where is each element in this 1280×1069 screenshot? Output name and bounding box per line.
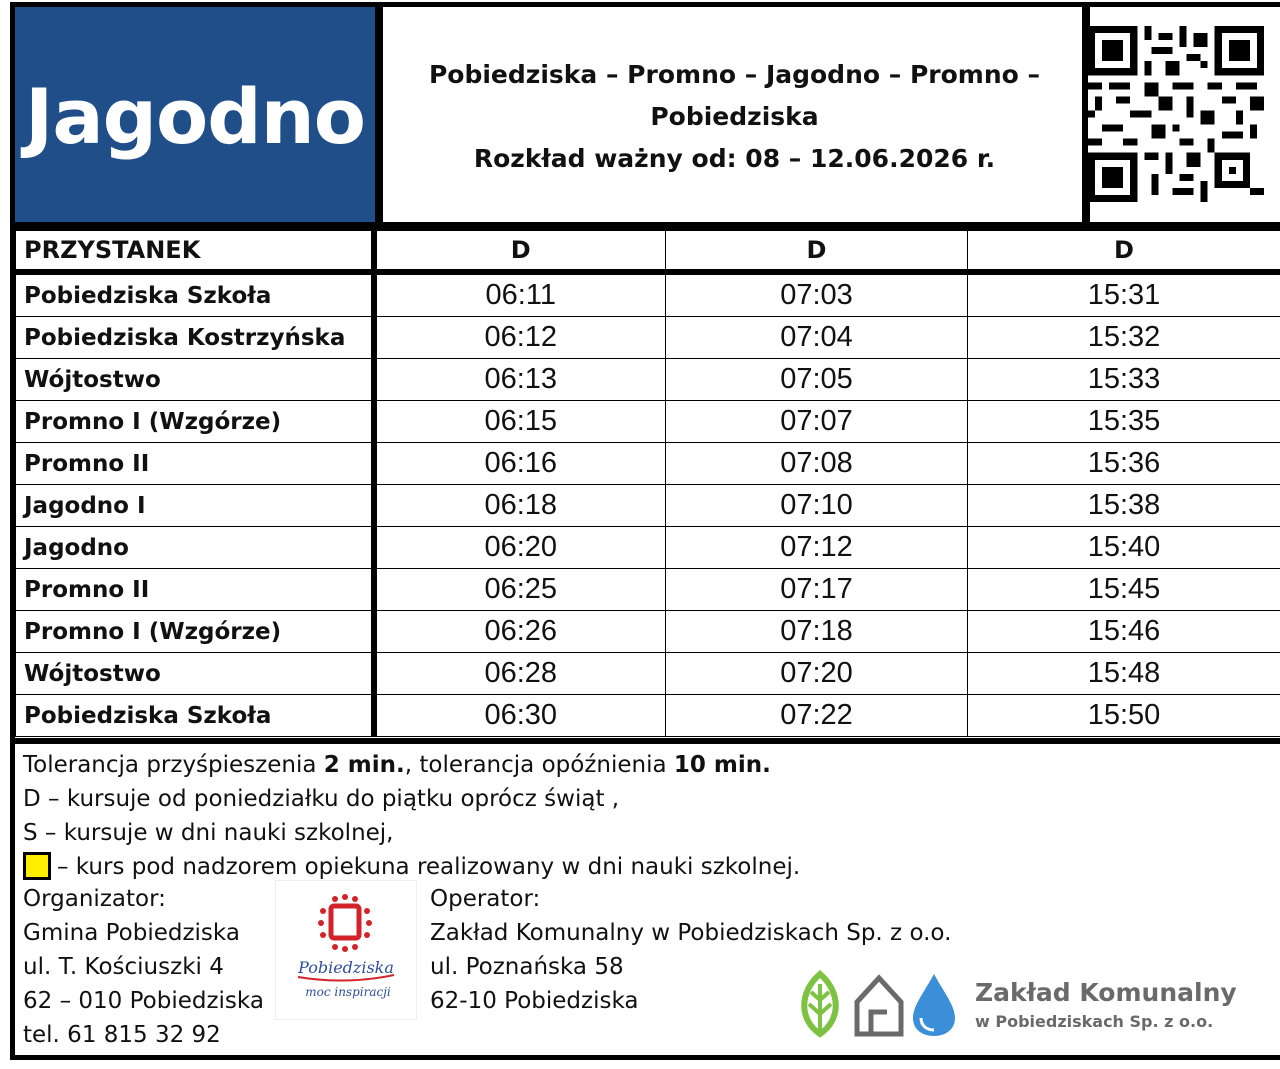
stop-name: Promno I (Wzgórze) (16, 611, 374, 653)
operator-label: Operator: (430, 886, 541, 912)
stop-name: Pobiedziska Szkoła (16, 272, 374, 317)
route-info (383, 7, 1086, 225)
stop-name: Jagodno I (16, 485, 374, 527)
table-row (16, 611, 1280, 653)
yellow-square-icon (23, 852, 51, 880)
departure-time: 15:33 (968, 359, 1280, 401)
departure-time: 07:22 (666, 695, 968, 737)
departure-time: 07:03 (666, 272, 968, 317)
operator-name: Zakład Komunalny w Pobiedziskach Sp. z o.o. (430, 920, 952, 946)
departure-time: 15:38 (968, 485, 1280, 527)
stop-name: Pobiedziska Kostrzyńska (16, 317, 374, 359)
legend-d: D – kursuje od poniedziałku do piątku oprócz świąt , (23, 786, 620, 812)
departure-time: 15:48 (968, 653, 1280, 695)
departure-time: 15:40 (968, 527, 1280, 569)
departure-time: 07:05 (666, 359, 968, 401)
pobiedziska-logo-text: Pobiedziska (298, 958, 394, 977)
departure-time: 15:45 (968, 569, 1280, 611)
validity-text: Rozkład ważny od: 08 – 12.06.2026 r. (473, 144, 996, 173)
table-row (16, 527, 1280, 569)
departure-time: 06:30 (374, 695, 666, 737)
table-row (16, 317, 1280, 359)
tolerance-text: , tolerancja opóźnienia (404, 752, 674, 778)
stop-name: Jagodno (16, 527, 374, 569)
zk-logo-subtitle: w Pobiedziskach Sp. z o.o. (975, 1012, 1214, 1031)
course-column-header: D (374, 231, 666, 273)
notes (23, 748, 800, 884)
qr-code-icon[interactable] (1088, 26, 1264, 202)
departure-time: 07:20 (666, 653, 968, 695)
departure-time: 07:10 (666, 485, 968, 527)
departure-time: 07:07 (666, 401, 968, 443)
departure-time: 06:28 (374, 653, 666, 695)
departure-time: 07:08 (666, 443, 968, 485)
departure-time: 15:46 (968, 611, 1280, 653)
zk-logo-name: Zakład Komunalny (975, 978, 1237, 1007)
route-line-2: Pobiedziska (650, 102, 819, 131)
departure-time: 15:35 (968, 401, 1280, 443)
table-row (16, 401, 1280, 443)
departure-time: 07:12 (666, 527, 968, 569)
organizer-street: ul. T. Kościuszki 4 (23, 954, 224, 980)
table-row (16, 569, 1280, 611)
organizer-city: 62 – 010 Pobiedziska (23, 988, 264, 1014)
table-row (16, 359, 1280, 401)
timetable (15, 230, 1280, 737)
organizer-block (23, 882, 264, 1052)
table-row (16, 485, 1280, 527)
departure-time: 06:15 (374, 401, 666, 443)
departure-time: 06:25 (374, 569, 666, 611)
pobiedziska-logo (275, 880, 417, 1020)
route-line-1: Pobiedziska – Promno – Jagodno – Promno – (428, 60, 1041, 89)
stop-name: Wójtostwo (16, 359, 374, 401)
tolerance-late-value: 10 min. (673, 752, 771, 778)
legend-s: S – kursuje w dni nauki szkolnej, (23, 820, 394, 846)
legend-yellow (23, 850, 800, 884)
operator-street: ul. Poznańska 58 (430, 954, 624, 980)
table-row (16, 653, 1280, 695)
stop-name: Promno I (Wzgórze) (16, 401, 374, 443)
departure-time: 06:12 (374, 317, 666, 359)
stop-column-header: PRZYSTANEK (16, 231, 374, 273)
departure-time: 06:20 (374, 527, 666, 569)
legend-yellow-text: – kurs pod nadzorem opiekuna realizowany w dni nauki szkolnej. (57, 854, 801, 880)
departure-time: 06:13 (374, 359, 666, 401)
stop-name: Promno II (16, 569, 374, 611)
pobiedziska-logo-slogan: moc inspiracji (305, 985, 391, 999)
table-divider (10, 738, 1280, 744)
organizer-name: Gmina Pobiedziska (23, 920, 240, 946)
operator-city: 62-10 Pobiedziska (430, 988, 639, 1014)
table-header-row (16, 231, 1280, 273)
departure-time: 15:32 (968, 317, 1280, 359)
table-row (16, 272, 1280, 317)
departure-time: 07:18 (666, 611, 968, 653)
stop-name: Wójtostwo (16, 653, 374, 695)
stop-name: Pobiedziska Szkoła (16, 695, 374, 737)
departure-time: 15:31 (968, 272, 1280, 317)
table-row (16, 695, 1280, 737)
stop-name: Promno II (16, 443, 374, 485)
departure-time: 15:50 (968, 695, 1280, 737)
departure-time: 15:36 (968, 443, 1280, 485)
table-row (16, 443, 1280, 485)
tolerance-early-value: 2 min. (323, 752, 405, 778)
header-divider (10, 222, 1280, 230)
organizer-phone: tel. 61 815 32 92 (23, 1022, 221, 1048)
departure-time: 06:16 (374, 443, 666, 485)
house-icon (857, 978, 901, 1034)
stop-name-title: Jagodno (15, 7, 375, 225)
divider (375, 2, 383, 230)
departure-time: 07:17 (666, 569, 968, 611)
departure-time: 07:04 (666, 317, 968, 359)
organizer-label: Organizator: (23, 886, 166, 912)
departure-time: 06:11 (374, 272, 666, 317)
water-drop-icon (913, 974, 955, 1036)
tolerance-text: Tolerancja przyśpieszenia (23, 752, 324, 778)
departure-time: 06:26 (374, 611, 666, 653)
course-column-header: D (666, 231, 968, 273)
course-column-header: D (968, 231, 1280, 273)
leaf-icon (804, 974, 836, 1034)
departure-time: 06:18 (374, 485, 666, 527)
tolerance-note (23, 748, 800, 782)
